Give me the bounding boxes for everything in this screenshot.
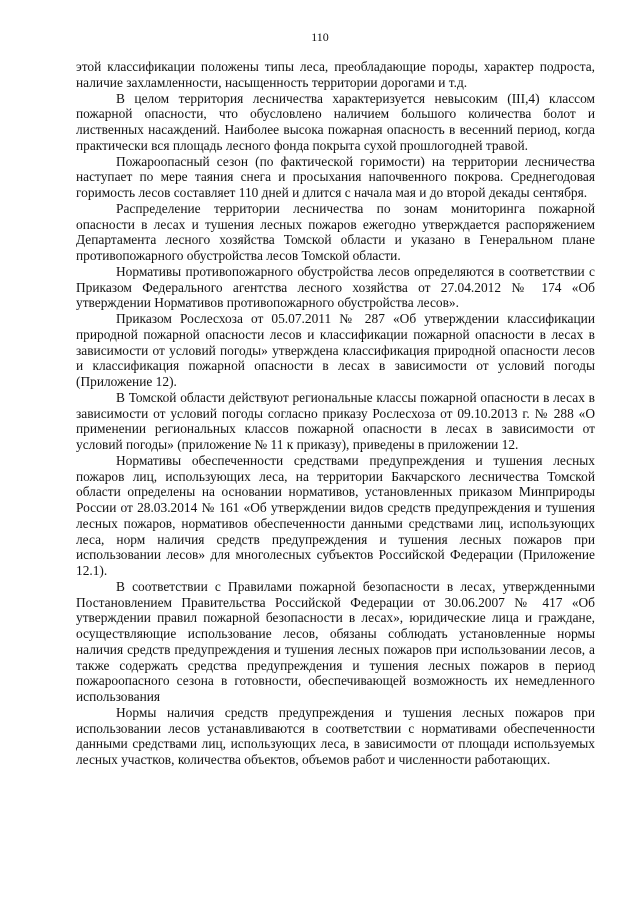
paragraph-fire-danger-class: В целом территория лесничества характеризуется невысоким (III,4) классом пожарной опасности, что обусловлено наличием большого количества болот и лиственных насаждений. Наиболее высока пожарная опасность в весенний период, когда практически вся площадь лесного фонда покрыта сухой прошлогодней травой. [76, 90, 595, 153]
paragraph-equipment-norms: Нормативы обеспеченности средствами предупреждения и тушения лесных пожаров лиц, использующих леса, на территории Бакчарского лесничества Томской области определены на основании нормативов, установленных приказом Минприроды России от 28.03.2014 № 161 «Об утверждении видов средств предупреждения и тушения лесных пожаров, нормативов обеспеченности данными средствами лиц, использующих леса, норм наличия средств предупреждения и тушения лесных пожаров при использовании лесов» для многолесных субъектов Российской Федерации (Приложение 12.1). [76, 452, 595, 578]
paragraph-monitoring-zones: Распределение территории лесничества по зонам мониторинга пожарной опасности в лесах и тушения лесных пожаров ежегодно утверждается распоряжением Департамента лесного хозяйства Томской области и указано в Генеральном плане противопожарного обустройства лесов Томской области. [76, 200, 595, 263]
paragraph-fire-safety-rules: В соответствии с Правилами пожарной безопасности в лесах, утвержденными Постановлением Правительства Российской Федерации от 30.06.2007 № 417 «Об утверждении правил пожарной безопасности в лесах», юридические лица и граждане, осуществляющие использование лесов, обязаны соблюдать установленные нормы наличия средств предупреждения и тушения лесных пожаров при использовании лесов, а также содержать средства предупреждения и тушения лесных пожаров в период пожароопасного сезона в готовности, обеспечивающей возможность их немедленного использования [76, 578, 595, 704]
paragraph-fire-protection-norms: Нормативы противопожарного обустройства лесов определяются в соответствии с Приказом Федерального агентства лесного хозяйства от 27.04.2012 № 174 «Об утверждении Нормативов противопожарного обустройства лесов». [76, 263, 595, 311]
paragraph-availability-norms: Нормы наличия средств предупреждения и тушения лесных пожаров при использовании лесов устанавливаются в соответствии с нормативами обеспеченности данными средствами лиц, использующих леса, в зависимости от площади используемых лесных участков, количества объектов, объемов работ и численности работающих. [76, 704, 595, 767]
paragraph-classification-continuation: этой классификации положены типы леса, преобладающие породы, характер подроста, наличие захламленности, насыщенность территории дорогами и т.д. [76, 59, 595, 90]
paragraph-order-287: Приказом Рослесхоза от 05.07.2011 № 287 «Об утверждении классификации природной пожарной опасности лесов и классификации пожарной опасности в лесах в зависимости от условий погоды» утверждена классификация природной опасности лесов и классификация пожарной опасности в лесах в зависимости от условий погоды (Приложение 12). [76, 311, 595, 389]
document-body [76, 59, 595, 768]
page-number: 110 [311, 30, 329, 44]
paragraph-regional-classes: В Томской области действуют региональные классы пожарной опасности в лесах в зависимости от условий погоды согласно приказу Рослесхоза от 09.10.2013 г. № 288 «О применении региональных классов пожарной опасности в лесах в зависимости от условий погоды» (приложение № 11 к приказу), приведены в приложении 12. [76, 389, 595, 452]
paragraph-fire-season: Пожароопасный сезон (по фактической горимости) на территории лесничества наступает по мере таяния снега и просыхания напочвенного покрова. Среднегодовая горимость лесов составляет 110 дней и длится с начала мая и до второй декады сентября. [76, 153, 595, 200]
